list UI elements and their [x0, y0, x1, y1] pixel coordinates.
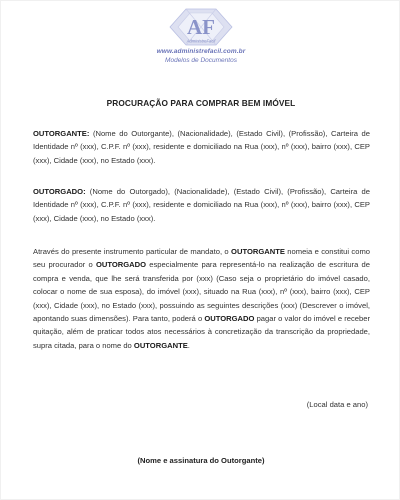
document-title: PROCURAÇÃO PARA COMPRAR BEM IMÓVEL: [106, 98, 296, 108]
mandate-paragraph: [33, 245, 370, 352]
af-logo-icon: [164, 7, 238, 47]
logo-subtitle: Modelos de Documentos: [165, 57, 237, 64]
site-logo[interactable]: [1, 7, 400, 69]
signature-line: (Nome e assinatura do Outorgante): [137, 456, 265, 465]
mandate-text: pagar o valor do imóvel e receber quitação, além de praticar todos atos necessários à concretização da transcrição da propriedade, supra citada, para o nome do: [33, 314, 370, 350]
outorgante-paragraph: [33, 127, 370, 167]
svg-text:AdministreFacil: AdministreFacil: [186, 38, 216, 44]
mandate-text: nomeia e constitui como seu procurador o: [33, 247, 371, 270]
outorgante-label: OUTORGANTE:: [33, 129, 90, 138]
place-date-line: (Local data e ano): [306, 400, 368, 409]
mandate-text: especialmente para representá-lo na realização de escritura de compra e venda, que lhe será transferida por (xxx) (Caso seja o proprietário do imóvel casado, colocar o nome de sua esposa), do imóvel (xxx), situado na Rua (xxx), nº (xxx), bairro (xxx), CEP (xxx), Cidade (xxx), no Estado (xxx), possuindo as seguintes descrições (xxx) (Descrever o imóvel, apontando suas dimensões). Para tanto, poderá o: [33, 260, 370, 324]
mandate-text: .: [187, 340, 190, 350]
mandate-outorgado-term: OUTORGADO: [95, 260, 147, 270]
mandate-text: Através do presente instrumento particular de mandato, o: [33, 247, 232, 256]
mandate-outorgado-term: OUTORGADO: [204, 314, 255, 324]
outorgado-label: OUTORGADO:: [33, 187, 86, 196]
outorgado-text: (Nome do Outorgado), (Nacionalidade), (Estado Civil), (Profissão), Carteira de Identidade nº (xxx), C.P.F. nº (xxx), residente e domiciliado na Rua (xxx), nº (xxx), bairro (xxx), CEP (xxx), Cidade (xxx), no Estado (xxx).: [33, 187, 370, 223]
logo-website[interactable]: www.administrefacil.com.br: [156, 48, 246, 55]
outorgado-paragraph: [33, 185, 370, 225]
outorgante-text: (Nome do Outorgante), (Nacionalidade), (Estado Civil), (Profissão), Carteira de Identidade nº (xxx), C.P.F. nº (xxx), residente e domiciliado na Rua (xxx), nº (xxx), bairro (xxx), CEP (xxx), Cidade (xxx), no Estado (xxx).: [33, 129, 370, 165]
svg-text:AF: AF: [187, 15, 215, 39]
mandate-outorgante-term: OUTORGANTE: [133, 340, 188, 350]
mandate-outorgante-term: OUTORGANTE: [231, 247, 285, 256]
